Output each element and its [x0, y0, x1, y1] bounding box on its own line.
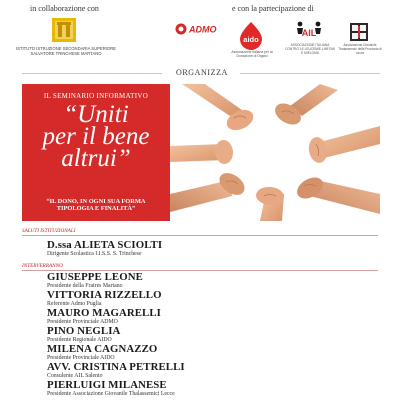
seminar-subtitle-line-2: TIPOLOGIA E FINALITÀ”: [56, 205, 136, 213]
guest-name: MAURO MAGARELLI: [47, 307, 161, 319]
aido-logo-text: aido: [243, 35, 259, 44]
aido-caption: Associazione Italiana per la Donazione di Organi: [231, 50, 273, 58]
guest-role: Dirigente Scolastica I.I.S.S. S. Trinchese: [47, 251, 142, 257]
speakers-section-label: INTERVERRANNO: [22, 263, 63, 269]
seminar-kicker: IL SEMINARIO INFORMATIVO: [43, 92, 149, 100]
speaker-item: [47, 344, 377, 362]
organizza-label: ORGANIZZA: [175, 68, 229, 77]
guest-role: Presidente Regionale AIDO: [47, 337, 112, 343]
guest-name: AVV. CRISTINA PETRELLI: [47, 361, 185, 373]
guest-name: MILENA CAGNAZZO: [47, 343, 158, 355]
thalassemia-association-caption: Associazione Giovanile Thalassemici della Provincia di Lecce: [338, 43, 382, 55]
seminar-subtitle: [26, 198, 166, 213]
greetings-rule: [22, 235, 378, 236]
greeting-speaker: [47, 240, 377, 258]
collaboration-label: in collaborazione con: [30, 4, 99, 13]
divider-right: [240, 73, 380, 74]
guest-name: VITTORIA RIZZELLO: [47, 289, 162, 301]
divider-left: [22, 73, 162, 74]
admo-logo: [175, 22, 221, 36]
speaker-item: [47, 362, 377, 380]
ail-caption: ASSOCIAZIONE ITALIANA CONTRO LE LEUCEMIE-LINFOMI E MIELOMA: [285, 43, 335, 55]
seminar-title: [22, 101, 170, 172]
school-name: ISTITUTO ISTRUZIONE SECONDARIA SUPERIORE SALVATORE TRINCHESE MARTANO: [16, 46, 116, 56]
guest-role: Presidente della Fratres Martano: [47, 283, 123, 289]
thalassemia-association-logo-icon: [349, 22, 369, 42]
guest-role: Consulente AIL Salento: [47, 373, 103, 379]
guest-name: D.ssa ALIETA SCIOLTI: [47, 239, 163, 251]
speaker-item: [47, 290, 377, 308]
guest-role: Referente Admo Puglia: [47, 301, 102, 307]
seminar-title-line-1: “Uniti: [63, 101, 129, 128]
seminar-title-panel: [22, 84, 170, 221]
guest-role: Presidente Associazione Giovanile Thalassemici Lecce: [47, 391, 175, 397]
aido-logo: [236, 20, 266, 50]
guest-role: Presidente Provinciale ADMO: [47, 319, 118, 325]
guest-name: PIERLUIGI MILANESE: [47, 379, 167, 391]
greetings-section-label: SALUTI ISTITUZIONALI: [22, 228, 76, 234]
speaker-item: [47, 380, 377, 398]
seminar-title-line-3: altrui”: [61, 145, 131, 172]
school-logo-icon: [50, 16, 78, 44]
guest-name: PINO NEGLIA: [47, 325, 121, 337]
speaker-item: [47, 326, 377, 344]
seminar-title-line-2: per il bene: [42, 123, 150, 150]
speaker-item: [47, 272, 377, 290]
ail-logo-text: AIL: [301, 28, 317, 38]
speaker-item: [47, 308, 377, 326]
guest-name: GIUSEPPE LEONE: [47, 271, 143, 283]
seminar-subtitle-line-1: “IL DONO, IN OGNI SUA FORMA: [46, 198, 146, 205]
partners-label: e con la partecipazione di: [232, 4, 314, 13]
linked-hands-photo: [170, 84, 380, 221]
admo-logo-text: ADMO: [189, 24, 217, 35]
ail-logo: [292, 20, 326, 42]
guest-role: Presidente Provinciale AIDO: [47, 355, 115, 361]
